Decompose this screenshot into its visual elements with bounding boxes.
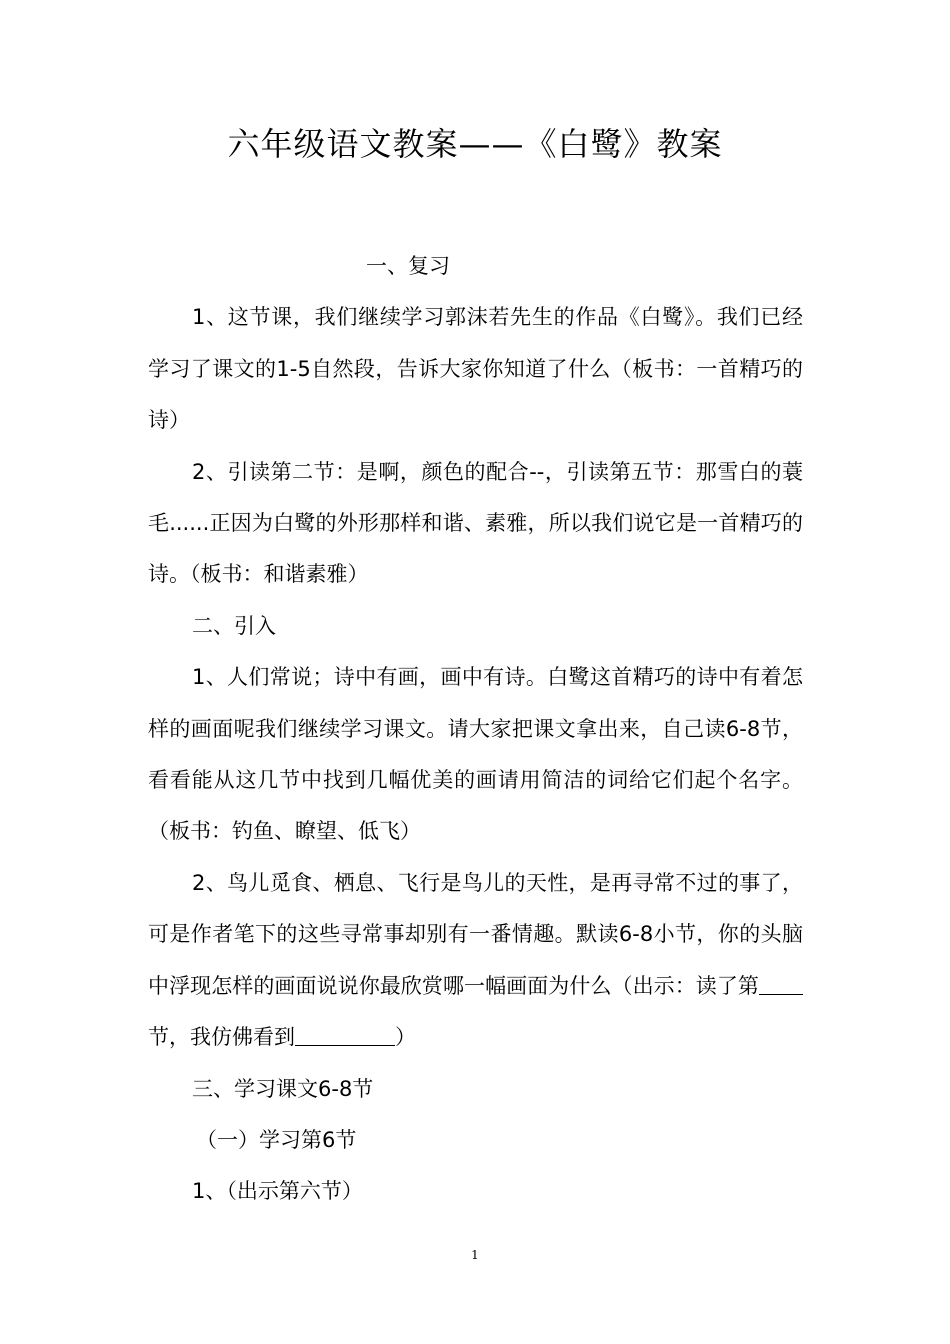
paragraph-review-2: 2、引读第二节：是啊，颜色的配合--，引读第五节：那雪白的蓑毛......正因为白鹭的外形那样和谐、素雅，所以我们说它是一首精巧的诗。（板书：和谐素雅）: [148, 459, 803, 587]
paragraph-intro-2: [148, 858, 803, 1064]
paragraph-intro-1: 1、人们常说；诗中有画，画中有诗。白鹭这首精巧的诗中有着怎样的画面呢我们继续学习课文。请大家把课文拿出来，自己读6-8节，看看能从这几节中找到几幅优美的画请用简洁的词给它们起个名字。（板书：钓鱼、瞭望、低飞）: [148, 665, 803, 844]
document-title: 六年级语文教案——《白鹭》教案: [227, 125, 723, 163]
section-heading-review: 一、复习: [366, 254, 450, 278]
sub-heading-study-6: （一）学习第6节: [196, 1127, 357, 1152]
page-number: 1: [471, 1248, 479, 1262]
paragraph-review-1: 1、这节课，我们继续学习郭沫若先生的作品《白鹭》。我们已经学习了课文的1-5自然段，告诉大家你知道了什么（板书：一首精巧的诗）: [148, 305, 803, 433]
section-heading-study: 三、学习课文6-8节: [192, 1076, 374, 1101]
section-heading-intro: 二、引入: [192, 613, 276, 638]
fill-blank-scene: [295, 1025, 395, 1046]
list-item-study-1: 1、（出示第六节）: [192, 1179, 363, 1204]
fill-blank-section: [759, 974, 803, 995]
paragraph-intro-2-text-c: ）: [395, 1025, 416, 1050]
document-body: [148, 241, 803, 1218]
paragraph-intro-2-text-b: 节，我仿佛看到: [148, 1025, 295, 1050]
paragraph-intro-2-text-a: 2、鸟儿觅食、栖息、飞行是鸟儿的天性，是再寻常不过的事了，可是作者笔下的这些寻常事却别有一番情趣。默读6-8小节，你的头脑中浮现怎样的画面说说你最欣赏哪一幅画面为什么（出示：读了第: [148, 870, 803, 998]
